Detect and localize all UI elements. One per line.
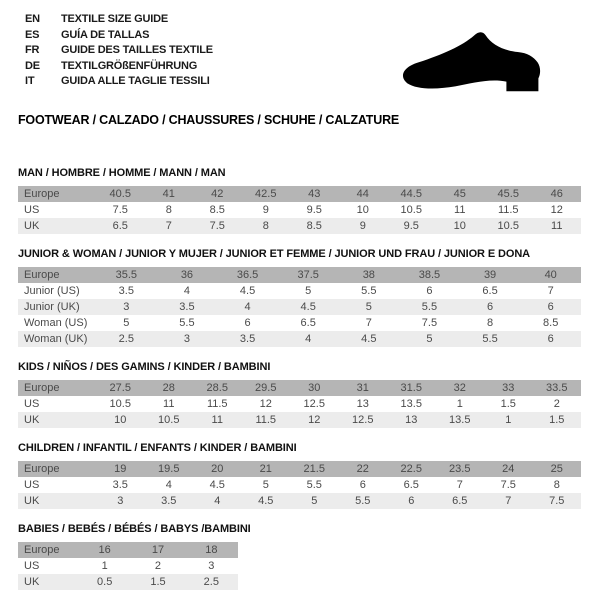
size-cell: 6 <box>520 299 581 315</box>
size-cell: 36 <box>157 267 218 283</box>
size-cell: 45 <box>436 186 485 202</box>
size-cell: 0.5 <box>78 574 131 590</box>
size-cell: 11 <box>533 218 582 234</box>
row-label: Woman (US) <box>24 316 88 329</box>
table-row <box>18 299 581 315</box>
size-cell: 5 <box>290 493 339 509</box>
size-cell: 7 <box>365 316 372 329</box>
dress-shoe-icon <box>390 16 578 104</box>
table-row <box>18 574 238 590</box>
size-cell: 8.5 <box>209 203 225 216</box>
size-cell: 32 <box>436 380 485 396</box>
size-cell: 4 <box>217 299 278 315</box>
size-cell: 40 <box>520 267 581 283</box>
size-cell: 4 <box>165 478 172 491</box>
row-label: Europe <box>18 542 78 558</box>
size-cell: 7 <box>145 218 194 234</box>
size-cell: 4 <box>183 284 190 297</box>
size-cell: 6.5 <box>482 284 498 297</box>
size-cell: 27.5 <box>96 380 145 396</box>
size-cell: 1 <box>484 412 533 428</box>
size-cell: 12 <box>550 203 563 216</box>
size-cell: 7.5 <box>421 316 438 329</box>
size-cell: 5.5 <box>361 284 377 297</box>
table-row <box>18 267 581 283</box>
size-cell: 13 <box>387 412 436 428</box>
size-cell: 25 <box>533 461 582 477</box>
size-cell: 6 <box>244 316 251 329</box>
row-label: US <box>24 397 40 410</box>
row-label: Europe <box>18 267 96 283</box>
row-label: UK <box>18 412 96 428</box>
size-cell: 3.5 <box>145 493 194 509</box>
size-cell: 11 <box>193 412 242 428</box>
language-code: EN <box>25 13 40 25</box>
size-cell: 5 <box>399 331 460 347</box>
size-cell: 4.5 <box>209 478 225 491</box>
size-cell: 20 <box>193 461 242 477</box>
size-cell: 28.5 <box>193 380 242 396</box>
table-row <box>18 283 581 299</box>
size-cell: 3.5 <box>112 478 128 491</box>
section-title: BABIES / BEBÉS / BÉBÉS / BABYS /BAMBINI <box>18 522 251 535</box>
size-cell: 16 <box>78 542 131 558</box>
language-code: DE <box>25 59 40 72</box>
row-label: UK <box>18 218 96 234</box>
size-cell: 37.5 <box>278 267 339 283</box>
size-cell: 12.5 <box>303 397 325 410</box>
size-cell: 8 <box>242 218 291 234</box>
size-cell: 9 <box>339 218 388 234</box>
size-cell: 33 <box>484 380 533 396</box>
size-cell: 11.5 <box>206 397 228 410</box>
table-row <box>18 412 581 428</box>
size-cell: 10 <box>356 203 369 216</box>
size-cell: 3.5 <box>118 284 134 297</box>
size-cell: 44.5 <box>387 186 436 202</box>
size-cell: 3 <box>208 559 215 572</box>
size-cell: 11 <box>163 397 175 410</box>
size-cell: 10 <box>96 412 145 428</box>
size-tables <box>0 167 600 590</box>
size-cell: 6 <box>426 284 433 297</box>
size-cell: 5.5 <box>339 493 388 509</box>
language-label: GUIDA ALLE TAGLIE TESSILI <box>61 75 210 87</box>
size-cell: 6 <box>520 331 581 347</box>
size-cell: 17 <box>131 542 184 558</box>
size-cell: 42 <box>193 186 242 202</box>
size-cell: 1 <box>456 397 463 410</box>
size-cell: 1 <box>101 559 108 572</box>
size-cell: 12.5 <box>339 412 388 428</box>
size-table-section <box>18 361 581 428</box>
size-cell: 36.5 <box>217 267 278 283</box>
table-row <box>18 542 238 558</box>
size-cell: 40.5 <box>96 186 145 202</box>
table-row <box>18 380 581 396</box>
row-label: Woman (UK) <box>18 331 96 347</box>
table-row <box>18 558 238 574</box>
row-label: Europe <box>18 186 96 202</box>
row-label: UK <box>18 493 96 509</box>
size-cell: 6 <box>359 478 366 491</box>
size-table-section <box>18 442 581 509</box>
size-cell: 21.5 <box>290 461 339 477</box>
size-cell: 10.5 <box>400 203 422 216</box>
language-label: TEXTILE SIZE GUIDE <box>61 13 169 25</box>
size-cell: 7.5 <box>193 218 242 234</box>
size-cell: 4.5 <box>278 299 339 315</box>
table-row <box>18 396 581 412</box>
size-cell: 8.5 <box>543 316 559 329</box>
size-cell: 9.5 <box>306 203 322 216</box>
size-cell: 7.5 <box>112 203 128 216</box>
size-cell: 6.5 <box>403 478 419 491</box>
size-cell: 7 <box>547 284 554 297</box>
size-cell: 1.5 <box>533 412 582 428</box>
size-cell: 24 <box>484 461 533 477</box>
size-cell: 4 <box>193 493 242 509</box>
size-table <box>18 267 581 347</box>
size-cell: 13.5 <box>400 397 422 410</box>
table-row <box>18 477 581 493</box>
size-cell: 10.5 <box>484 218 533 234</box>
size-cell: 8.5 <box>290 218 339 234</box>
size-cell: 43 <box>290 186 339 202</box>
size-cell: 3 <box>96 493 145 509</box>
row-label: Europe <box>18 380 96 396</box>
size-cell: 4.5 <box>239 284 256 297</box>
size-cell: 11.5 <box>242 412 291 428</box>
size-cell: 30 <box>290 380 339 396</box>
size-cell: 3.5 <box>217 331 278 347</box>
table-row <box>18 461 581 477</box>
size-cell: 46 <box>533 186 582 202</box>
language-code: FR <box>25 44 40 56</box>
size-cell: 9.5 <box>387 218 436 234</box>
size-table <box>18 380 581 428</box>
size-cell: 7 <box>456 478 463 491</box>
language-label: GUÍA DE TALLAS <box>61 28 150 41</box>
size-cell: 38.5 <box>399 267 460 283</box>
size-cell: 4.5 <box>339 331 400 347</box>
table-row <box>18 493 581 509</box>
size-cell: 13 <box>356 397 369 410</box>
size-cell: 5.5 <box>179 316 195 329</box>
language-code: IT <box>25 75 35 87</box>
row-label: Junior (UK) <box>18 299 96 315</box>
size-cell: 5.5 <box>306 478 322 491</box>
table-row <box>18 202 581 218</box>
size-cell: 2 <box>154 559 162 572</box>
size-table-section <box>18 167 581 234</box>
size-cell: 11.5 <box>497 203 519 216</box>
size-cell: 3 <box>96 299 157 315</box>
size-cell: 41 <box>145 186 194 202</box>
size-cell: 12 <box>290 412 339 428</box>
size-cell: 2 <box>553 397 560 410</box>
size-cell: 5 <box>305 284 312 297</box>
size-cell: 6.5 <box>300 316 316 329</box>
size-cell: 1.5 <box>500 397 516 410</box>
size-cell: 1.5 <box>131 574 184 590</box>
size-cell: 8 <box>165 203 172 216</box>
size-cell: 5 <box>123 316 130 329</box>
table-row <box>18 331 581 347</box>
size-cell: 5.5 <box>399 299 460 315</box>
size-cell: 5.5 <box>460 331 521 347</box>
size-cell: 38 <box>339 267 400 283</box>
row-label: US <box>24 559 40 572</box>
size-cell: 8 <box>553 478 560 491</box>
size-cell: 29.5 <box>242 380 291 396</box>
size-cell: 6.5 <box>436 493 485 509</box>
size-cell: 28 <box>145 380 194 396</box>
size-table <box>18 186 581 234</box>
table-row <box>18 315 581 331</box>
size-cell: 8 <box>487 316 494 329</box>
size-cell: 35.5 <box>96 267 157 283</box>
size-cell: 10 <box>436 218 485 234</box>
size-cell: 6 <box>387 493 436 509</box>
size-cell: 19.5 <box>145 461 194 477</box>
size-table <box>18 461 581 509</box>
size-cell: 33.5 <box>533 380 582 396</box>
row-label: Europe <box>18 461 96 477</box>
size-cell: 4.5 <box>242 493 291 509</box>
row-label: Junior (US) <box>24 284 80 297</box>
size-cell: 11 <box>454 203 466 216</box>
size-cell: 7.5 <box>500 478 516 491</box>
size-cell: 13.5 <box>436 412 485 428</box>
size-cell: 2.5 <box>96 331 157 347</box>
size-table-section <box>18 248 581 347</box>
size-cell: 5 <box>262 478 269 491</box>
size-cell: 3 <box>157 331 218 347</box>
size-cell: 6 <box>460 299 521 315</box>
size-cell: 45.5 <box>484 186 533 202</box>
category-title: FOOTWEAR / CALZADO / CHAUSSURES / SCHUHE / CALZATURE <box>18 112 400 127</box>
size-cell: 22 <box>339 461 388 477</box>
language-label: GUIDE DES TAILLES TEXTILE <box>61 44 213 56</box>
size-cell: 12 <box>259 397 272 410</box>
size-cell: 5 <box>339 299 400 315</box>
size-cell: 44 <box>339 186 388 202</box>
size-cell: 31.5 <box>387 380 436 396</box>
size-cell: 3.5 <box>157 299 218 315</box>
size-cell: 22.5 <box>387 461 436 477</box>
size-cell: 39 <box>460 267 521 283</box>
size-cell: 23.5 <box>436 461 485 477</box>
size-cell: 10.5 <box>109 397 131 410</box>
size-cell: 7 <box>484 493 533 509</box>
size-cell: 7.5 <box>533 493 582 509</box>
section-title: KIDS / NIÑOS / DES GAMINS / KINDER / BAMBINI <box>18 360 271 373</box>
section-title: CHILDREN / INFANTIL / ENFANTS / KINDER / BAMBINI <box>18 441 297 454</box>
row-label: UK <box>18 574 78 590</box>
size-table-section <box>18 523 581 590</box>
section-title: JUNIOR & WOMAN / JUNIOR Y MUJER / JUNIOR ET FEMME / JUNIOR UND FRAU / JUNIOR E DONA <box>18 247 531 260</box>
language-label: TEXTILGRÖßENFÜHRUNG <box>61 59 198 72</box>
size-cell: 18 <box>185 542 238 558</box>
row-label: US <box>24 203 40 216</box>
size-cell: 10.5 <box>145 412 194 428</box>
size-cell: 21 <box>242 461 291 477</box>
section-title: MAN / HOMBRE / HOMME / MANN / MAN <box>18 166 226 179</box>
size-cell: 31 <box>339 380 388 396</box>
dress-shoe-silhouette <box>390 16 578 104</box>
row-label: US <box>24 478 40 491</box>
size-cell: 4 <box>278 331 339 347</box>
size-cell: 19 <box>96 461 145 477</box>
table-row <box>18 218 581 234</box>
size-table <box>18 542 238 590</box>
table-row <box>18 186 581 202</box>
size-cell: 6.5 <box>96 218 145 234</box>
size-cell: 9 <box>262 203 269 216</box>
language-code: ES <box>25 28 40 41</box>
size-cell: 42.5 <box>242 186 291 202</box>
size-cell: 2.5 <box>185 574 238 590</box>
